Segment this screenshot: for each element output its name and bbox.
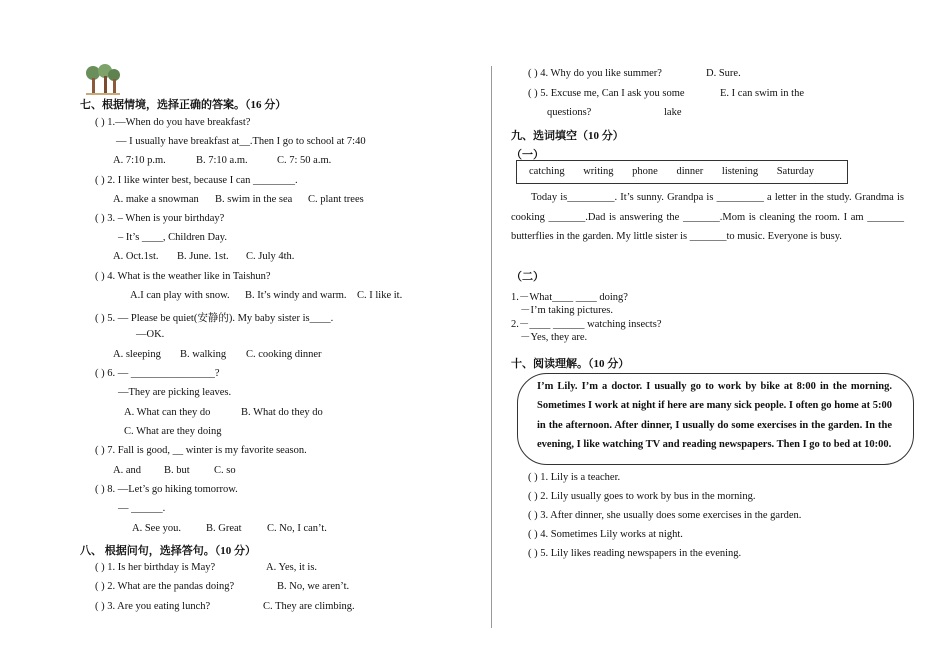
q8-answer: — ______. [118, 503, 166, 514]
tf-item-4: ( ) 4. Sometimes Lily works at night. [528, 529, 683, 540]
q8-option-c: C. No, I can’t. [267, 523, 327, 534]
cloze-paragraph: Today is_________. It’s sunny. Grandpa is _________ a letter in the study. Grandma is cooking _______.Dad is answering the _______.Mom is cleaning the room. I am _______ butterflies in the garden. My little sister is _______to music. Everyone is busy. [511, 192, 904, 242]
dialog-1-answer: －I’m taking pictures. [520, 305, 614, 316]
q5-option-a: A. sleeping [113, 349, 161, 360]
q2-option-c: C. plant trees [308, 194, 364, 205]
dialog-2-question: 2.－____ ______ watching insects? [511, 319, 662, 330]
word-saturday: Saturday [776, 166, 815, 177]
q5-answer: —OK. [136, 329, 165, 340]
section-7-title: 七、根据情境，选择正确的答案。（16 分） [80, 99, 287, 111]
q7-option-c: C. so [214, 465, 236, 476]
section-9-title: 九、选词填空（10 分） [511, 130, 624, 142]
match-r5: E. I can swim in the [720, 88, 804, 99]
q7-option-b: B. but [164, 465, 190, 476]
match-q4: ( ) 4. Why do you like summer? [528, 68, 662, 79]
part-1-label: （一） [511, 149, 544, 161]
q8-option-b: B. Great [206, 523, 242, 534]
q3-option-a: A. Oct.1st. [113, 251, 159, 262]
dialog-1-question: 1.－What____ ____ doing? [511, 292, 628, 303]
q2-option-a: A. make a snowman [113, 194, 199, 205]
q8-option-a: A. See you. [132, 523, 181, 534]
dialog-2-answer: －Yes, they are. [520, 332, 588, 343]
q6-answer: —They are picking leaves. [118, 387, 232, 398]
q4-option-c: C. I like it. [357, 290, 403, 301]
word-listening: listening [721, 166, 759, 177]
word-phone: phone [632, 166, 658, 177]
match-r5-cont: lake [664, 107, 682, 118]
q2-option-b: B. swim in the sea [215, 194, 293, 205]
column-divider [491, 66, 492, 628]
q5-option-c: C. cooking dinner [246, 349, 322, 360]
q4-question: ( ) 4. What is the weather like in Taishun? [95, 271, 271, 282]
q8-question: ( ) 8. —Let’s go hiking tomorrow. [95, 484, 238, 495]
match-q5: ( ) 5. Excuse me, Can I ask you some [528, 88, 685, 99]
tf-item-5: ( ) 5. Lily likes reading newspapers in the evening. [528, 548, 742, 559]
match-q3: ( ) 3. Are you eating lunch? [95, 601, 211, 612]
q1-option-a: A. 7:10 p.m. [113, 155, 166, 166]
q5-question: ( ) 5. — Please be quiet(安静的). My baby sister is____. [95, 313, 334, 324]
q6-option-a: A. What can they do [124, 407, 211, 418]
match-q5-cont: questions? [547, 107, 592, 118]
q1-answer: — I usually have breakfast at__.Then I go to school at 7:40 [116, 136, 366, 147]
part-2-label: （二） [511, 271, 544, 283]
q7-question: ( ) 7. Fall is good, __ winter is my favorite season. [95, 445, 307, 456]
word-bank-words [529, 166, 830, 177]
q3-question: ( ) 3. – When is your birthday? [95, 213, 225, 224]
section-8-title: 八、 根据问句，选择答句。（10 分） [80, 545, 256, 557]
word-dinner: dinner [676, 166, 704, 177]
tf-item-2: ( ) 2. Lily usually goes to work by bus in the morning. [528, 491, 756, 502]
word-writing: writing [583, 166, 614, 177]
tf-item-1: ( ) 1. Lily is a teacher. [528, 472, 621, 483]
section-10-title: 十、阅读理解。（10 分） [511, 358, 630, 370]
q7-option-a: A. and [113, 465, 141, 476]
word-catching: catching [529, 166, 565, 177]
tf-item-3: ( ) 3. After dinner, she usually does some exercises in the garden. [528, 510, 802, 521]
match-q2: ( ) 2. What are the pandas doing? [95, 581, 235, 592]
q3-answer: – It’s ____, Children Day. [118, 232, 227, 243]
q6-option-c: C. What are they doing [124, 426, 222, 437]
match-r1: A. Yes, it is. [266, 562, 318, 573]
q3-option-b: B. June. 1st. [177, 251, 229, 262]
q5-option-b: B. walking [180, 349, 227, 360]
match-q1: ( ) 1. Is her birthday is May? [95, 562, 216, 573]
match-r4: D. Sure. [706, 68, 741, 79]
trees-illustration [84, 64, 122, 96]
q4-option-b: B. It’s windy and warm. [245, 290, 347, 301]
q4-option-a: A.I can play with snow. [130, 290, 230, 301]
q3-option-c: C. July 4th. [246, 251, 295, 262]
q2-question: ( ) 2. I like winter best, because I can ________. [95, 175, 298, 186]
match-r2: B. No, we aren’t. [277, 581, 350, 592]
match-r3: C. They are climbing. [263, 601, 355, 612]
q1-option-b: B. 7:10 a.m. [196, 155, 248, 166]
q6-question: ( ) 6. — ________________? [95, 368, 220, 379]
q6-option-b: B. What do they do [241, 407, 323, 418]
q1-option-c: C. 7: 50 a.m. [277, 155, 332, 166]
reading-passage: I’m Lily. I’m a doctor. I usually go to work by bike at 8:00 in the morning. Sometimes I work at night if here are many sick people. I often go home at 5:00 in the afternoon. After dinner, I usually do some exercises in the garden. In the evening, I like watching TV and reading newspapers. Then I go to bed at 10:00. [537, 381, 892, 450]
q1-question: ( ) 1.—When do you have breakfast? [95, 117, 251, 128]
